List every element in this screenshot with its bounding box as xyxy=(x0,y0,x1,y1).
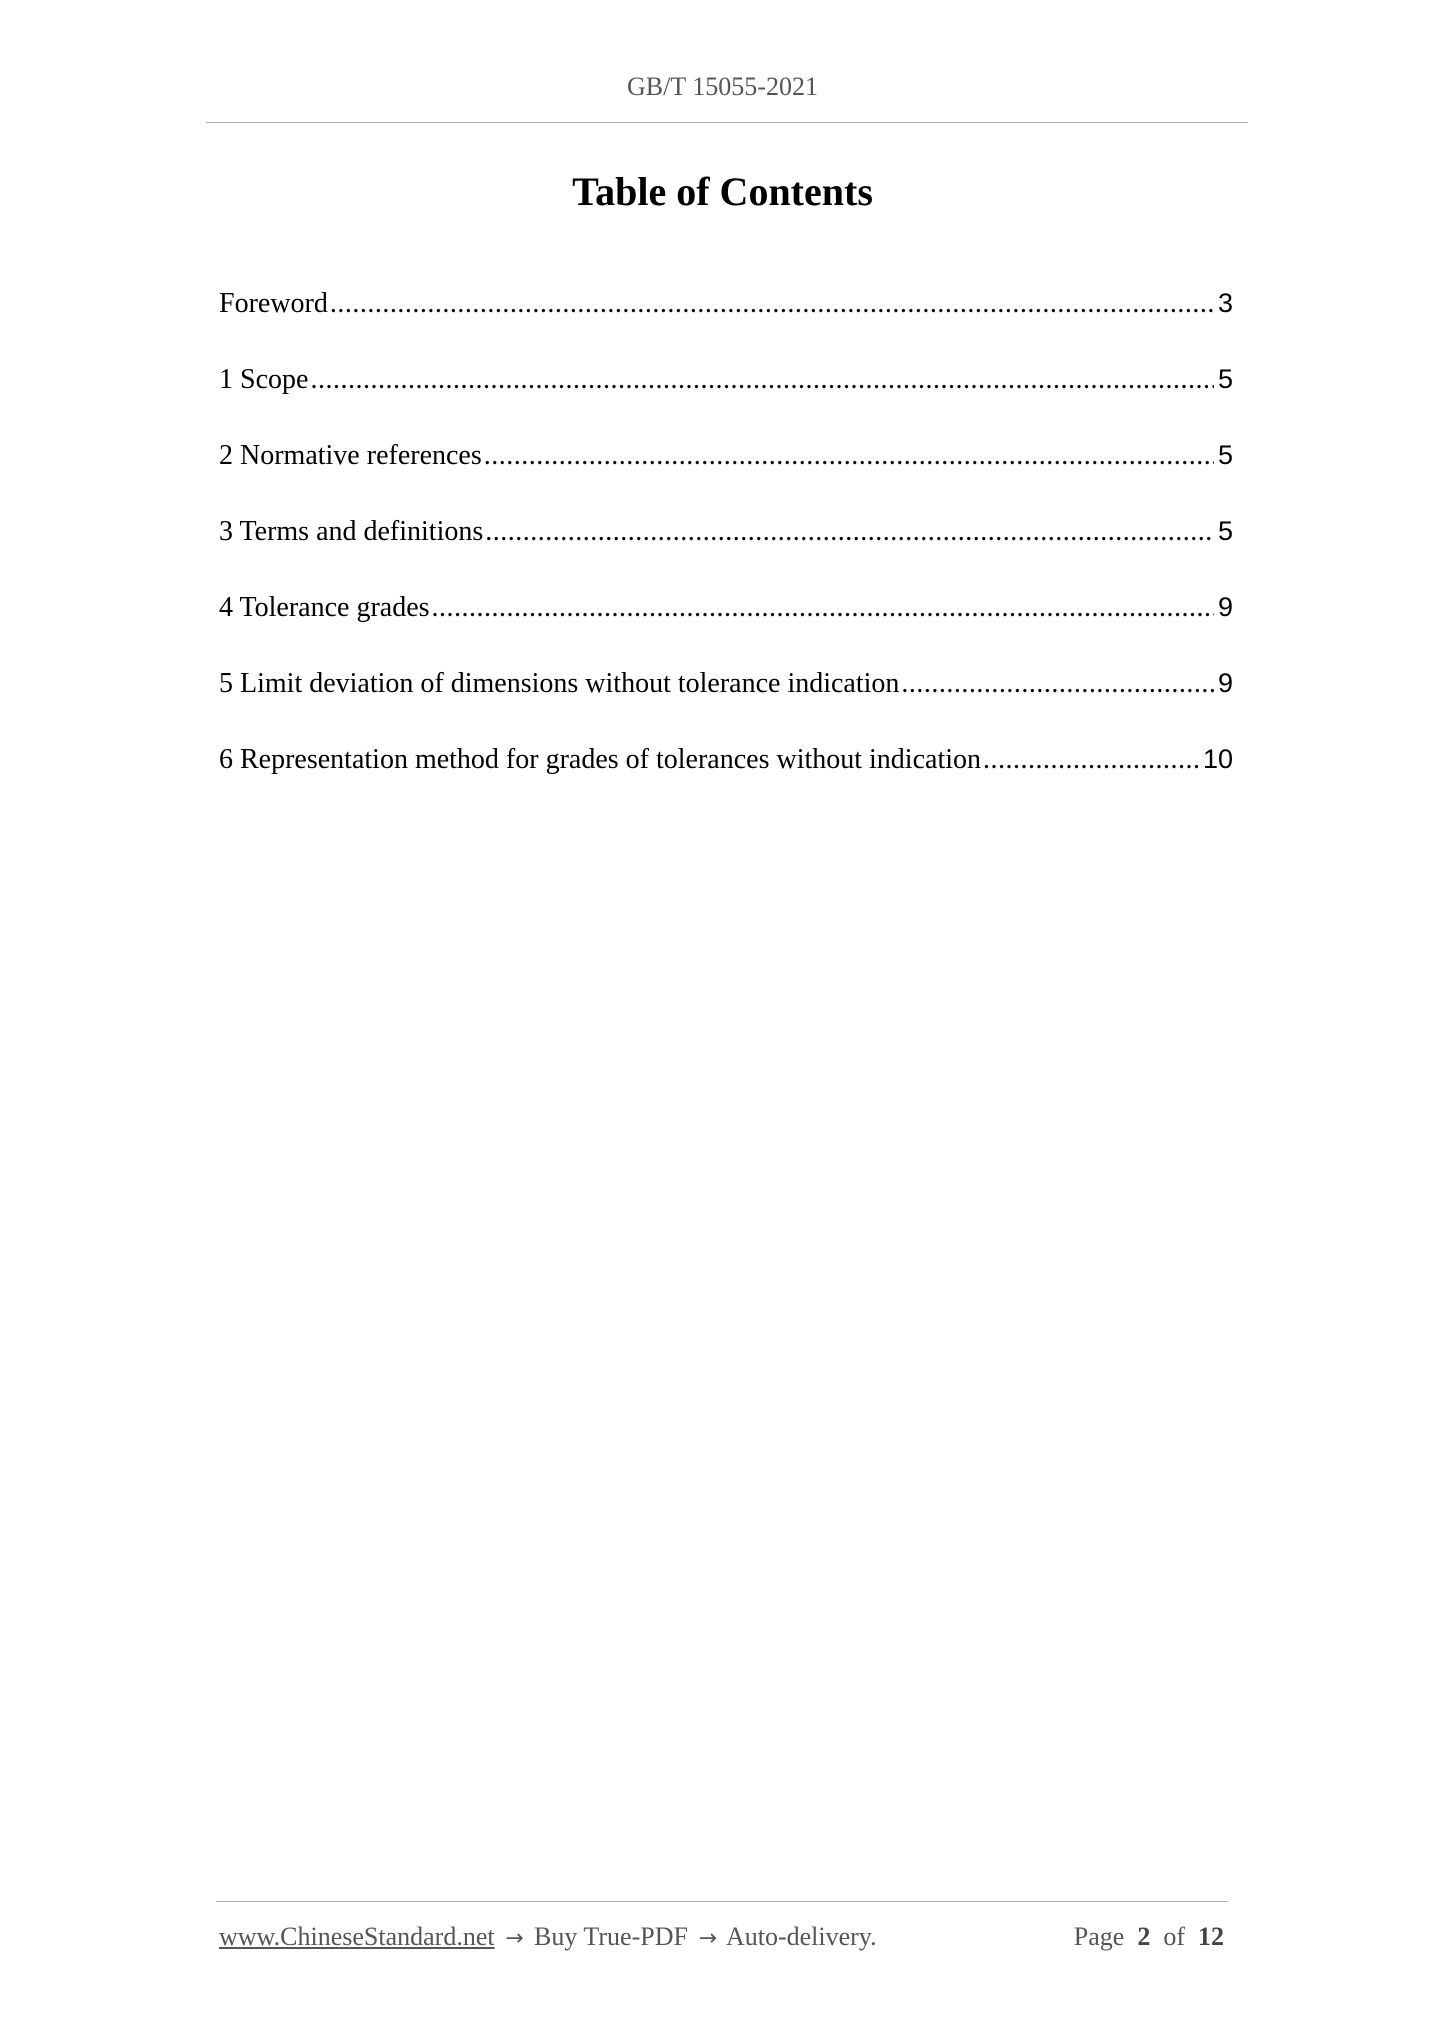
toc-leader-dots xyxy=(901,668,1214,700)
current-page-number: 2 xyxy=(1137,1922,1151,1951)
toc-entry-normative-references[interactable] xyxy=(219,440,1233,516)
arrow-right-icon: → xyxy=(505,1926,524,1951)
toc-list xyxy=(219,288,1233,820)
footer-divider xyxy=(216,1901,1228,1902)
toc-leader-dots xyxy=(485,516,1214,548)
toc-entry-page: 9 xyxy=(1217,592,1233,622)
footer-promo xyxy=(219,1922,877,1952)
toc-leader-dots xyxy=(330,288,1214,320)
toc-title: Table of Contents xyxy=(572,169,873,214)
auto-delivery-text: Auto-delivery. xyxy=(725,1922,877,1951)
toc-entry-foreword[interactable] xyxy=(219,288,1233,364)
toc-entry-label: 4 Tolerance grades xyxy=(219,592,430,623)
toc-leader-dots xyxy=(484,440,1214,472)
toc-entry-limit-deviation[interactable] xyxy=(219,668,1233,744)
toc-entry-scope[interactable] xyxy=(219,364,1233,440)
of-word: of xyxy=(1163,1922,1185,1951)
toc-entry-tolerance-grades[interactable] xyxy=(219,592,1233,668)
toc-leader-dots xyxy=(432,592,1214,624)
page-word: Page xyxy=(1073,1922,1125,1951)
buy-true-pdf-text: Buy True-PDF xyxy=(534,1922,688,1951)
toc-entry-page: 3 xyxy=(1217,288,1233,318)
toc-entry-label: 1 Scope xyxy=(219,364,309,395)
toc-entry-page: 5 xyxy=(1217,364,1233,394)
toc-entry-terms-and-definitions[interactable] xyxy=(219,516,1233,592)
toc-entry-label: 2 Normative references xyxy=(219,440,482,471)
toc-entry-page: 5 xyxy=(1217,440,1233,470)
toc-entry-label: 3 Terms and definitions xyxy=(219,516,484,547)
toc-entry-representation-method[interactable] xyxy=(219,744,1233,820)
page-indicator xyxy=(1074,1922,1224,1952)
toc-entry-page: 9 xyxy=(1217,668,1233,698)
toc-entry-label: Foreword xyxy=(219,288,328,319)
website-link[interactable]: www.ChineseStandard.net xyxy=(219,1922,495,1951)
footer xyxy=(219,1922,1224,1952)
toc-entry-page: 5 xyxy=(1217,516,1233,546)
arrow-right-icon: → xyxy=(698,1926,717,1951)
header-divider xyxy=(206,122,1248,123)
toc-entry-label: 6 Representation method for grades of tolerances without indication xyxy=(219,744,982,775)
toc-leader-dots xyxy=(983,744,1199,776)
toc-entry-label: 5 Limit deviation of dimensions without tolerance indication xyxy=(219,668,900,699)
total-page-count: 12 xyxy=(1198,1922,1224,1951)
toc-entry-page: 10 xyxy=(1202,744,1233,774)
header-doc-id: GB/T 15055-2021 xyxy=(627,72,818,101)
toc-leader-dots xyxy=(310,364,1214,396)
